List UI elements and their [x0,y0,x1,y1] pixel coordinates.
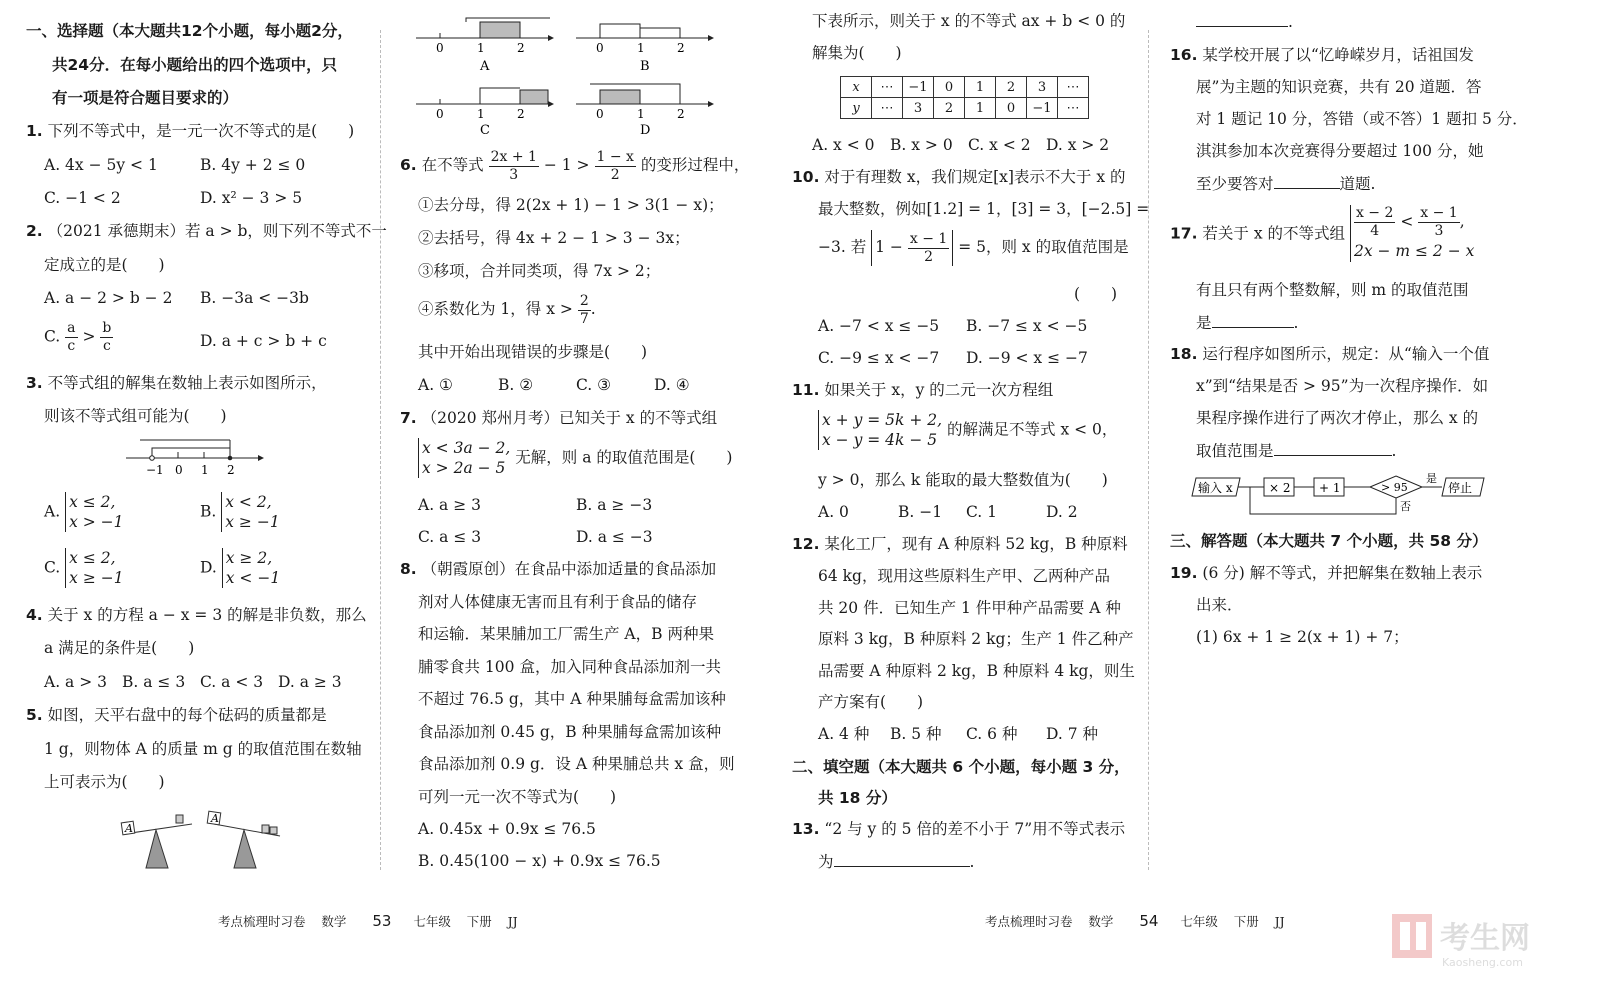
q9-cell-y-3: 2 [934,98,965,119]
q15-answer-blank[interactable] [1196,10,1288,27]
question-2: 2. （2021 承德期末）若 a > b，则下列不等式不一 [26,222,387,240]
question-8: 8. （朝霞原创）在食品中添加适量的食品添加 [400,560,717,578]
page-number-54: 54 [1139,912,1159,930]
q12-option-a[interactable]: A. 4 种 [818,725,870,743]
q4-option-a[interactable]: A. a > 3 [44,673,107,691]
section1-title: 一、选择题（本大题共12个小题，每小题2分， [26,22,353,40]
question-3: 3. 不等式组的解集在数轴上表示如图所示， [26,374,327,392]
q6-step-1: ①去分母，得 2(2x + 1) − 1 > 3(1 − x)； [418,196,724,214]
question-7: 7. （2020 郑州月考）已知关于 x 的不等式组 [400,409,718,427]
q5a-tick-1: 1 [477,41,485,55]
q2-option-c[interactable]: C. $\frac{a}{c}$ > $\frac{b}{c}$ [44,320,112,354]
q11-option-a[interactable]: A. 0 [818,503,849,521]
flow-yes-text: 是 [1426,472,1437,485]
q9-cell-y-0: y [841,98,872,119]
q8-line2: 剂对人体健康无害而且有利于食品的储存 [418,593,698,611]
q2-option-d[interactable]: D. a + c > b + c [200,332,327,350]
q16-line2: 展”为主题的知识竞赛，共有 20 道题．答 [1196,78,1482,96]
q7-system: x < 3a − 2, x > 2a − 5 无解，则 a 的取值范围是( ) [418,438,732,478]
q10-option-c[interactable]: C. −9 ≤ x < −7 [818,349,940,367]
q9-option-a[interactable]: A. x < 0 [812,136,875,154]
q19-part1: (1) 6x + 1 ≥ 2(x + 1) + 7； [1196,628,1409,646]
footer-page53: 考点梳理时习卷 数学 53 七年级 下册 JJ [218,912,518,930]
q8-line3: 和运输．某果脯加工厂需生产 A，B 两种果 [418,625,714,643]
q3-option-b[interactable]: B. x < 2, x ≥ −1 [200,493,280,531]
q7-option-c[interactable]: C. a ≤ 3 [418,528,482,546]
question-1: 1. 下列不等式中，是一元一次不等式的是( ) [26,122,355,140]
q2-option-a[interactable]: A. a − 2 > b − 2 [44,289,173,307]
q9-cell-x-7: ⋯ [1058,77,1089,98]
q18-line4: 取值范围是 . [1196,439,1396,462]
q5d-tick-0: 0 [596,107,604,121]
flow-multiply-text: × 2 [1269,481,1291,495]
question-19: 19. (6 分) 解不等式，并把解集在数轴上表示 [1170,564,1483,582]
question-17: 17. 若关于 x 的不等式组 $\frac{x - 2}{4}$ < $\frac{x - 1}{3}$ , 2x − m ≤ 2 − x [1170,205,1475,260]
q9-option-d[interactable]: D. x > 2 [1046,136,1110,154]
q5d-tick-1: 1 [637,107,645,121]
q17-line3: 是 . [1196,311,1298,334]
question-10: 10. 对于有理数 x，我们规定[x]表示不大于 x 的 [792,168,1126,186]
section2-title: 二、填空题（本大题共 6 个小题，每小题 3 分， [792,758,1130,776]
q5d-tick-2: 2 [677,107,685,121]
q4-option-d[interactable]: D. a ≥ 3 [278,673,342,691]
flow-no-text: 否 [1400,500,1411,513]
q15-answer-line: . [1196,10,1293,33]
q9-cell-x-2: −1 [903,77,934,98]
section2-title-line2: 共 18 分） [818,789,897,807]
q3-number-line [120,436,265,478]
q6-option-d[interactable]: D. ④ [654,376,690,394]
q10-line3: −3. 若 1 − $\frac{x - 1}{2}$ = 5，则 x 的取值范围是 [818,230,1129,265]
q1-option-d[interactable]: D. x² − 3 > 5 [200,189,303,207]
column-divider [380,30,381,870]
question-13: 13. “2 与 y 的 5 倍的差不小于 7”用不等式表示 [792,820,1126,838]
q10-option-d[interactable]: D. −9 < x ≤ −7 [966,349,1088,367]
section1-title-line2: 共24分．在每小题给出的四个选项中，只 [52,56,338,74]
q8-line4: 脯零食共 100 盒，加入同种食品添加剂一共 [418,658,721,676]
q9-cell-y-7: ⋯ [1058,98,1089,119]
flow-input-text: 输入 x [1198,481,1233,495]
q8-line5: 不超过 76.5 g，其中 A 种果脯每盒需加该种 [418,690,726,708]
q3-tick-1: 1 [201,463,209,477]
q13-answer-blank[interactable] [834,850,970,867]
q18-line3: 果程序操作进行了两次才停止，那么 x 的 [1196,409,1479,427]
q5-option-a-label: A [480,59,490,74]
q9-cell-y-2: 3 [903,98,934,119]
q9-option-b[interactable]: B. x > 0 [890,136,953,154]
q4-option-b[interactable]: B. a ≤ 3 [122,673,186,691]
q5-option-b-figure[interactable] [576,14,716,74]
q10-option-b[interactable]: B. −7 ≤ x < −5 [966,317,1088,335]
q5b-tick-1: 1 [637,41,645,55]
watermark-text: 考生网 [1440,921,1530,956]
q12-line3: 共 20 件．已知生产 1 件甲种产品需要 A 种 [818,599,1121,617]
q16-answer-blank[interactable] [1274,172,1340,189]
question-12: 12. 某化工厂，现有 A 种原料 52 kg，B 种原料 [792,535,1128,553]
q3-option-d[interactable]: D. x ≥ 2, x < −1 [200,549,281,587]
q2-option-b[interactable]: B. −3a < −3b [200,289,309,307]
q6-option-c[interactable]: C. ③ [576,376,612,394]
q5c-tick-2: 2 [517,107,525,121]
q6-option-b[interactable]: B. ② [498,376,534,394]
q3-tick-neg1: −1 [146,463,164,477]
q9-value-table [840,76,1089,119]
q5-option-c-label: C [480,123,490,138]
q7-option-a[interactable]: A. a ≥ 3 [418,496,481,514]
flow-add-text: + 1 [1319,481,1341,495]
q9-cell-x-0: x [841,77,872,98]
q1-option-b[interactable]: B. 4y + 2 ≤ 0 [200,156,306,174]
question-16: 16. 某学校开展了以“忆峥嵘岁月，话祖国发 [1170,46,1474,64]
q17-line2: 有且只有两个整数解，则 m 的取值范围 [1196,281,1469,299]
q3-tick-0: 0 [175,463,183,477]
footer-page54: 考点梳理时习卷 数学 54 七年级 下册 JJ [985,912,1285,930]
q1-option-a[interactable]: A. 4x − 5y < 1 [44,156,158,174]
q10-answer-paren: ( ) [1074,285,1118,303]
column-divider-right [1148,30,1149,870]
q9-cell-y-6: −1 [1027,98,1058,119]
q17-answer-blank[interactable] [1212,311,1294,328]
q8-line6: 食品添加剂 0.45 g，B 种果脯每盒需加该种 [418,723,722,741]
question-4-line2: a 满足的条件是( ) [44,639,195,657]
q8-option-a[interactable]: A. 0.45x + 0.9x ≤ 76.5 [418,820,596,838]
q18-answer-blank[interactable] [1274,439,1392,456]
q5a-tick-2: 2 [517,41,525,55]
q13-line2: 为 . [818,850,974,873]
flow-compare-text: > 95 [1381,481,1408,494]
q5-option-a-figure[interactable] [416,14,556,74]
q6-question: 其中开始出现错误的步骤是( ) [418,343,648,361]
q10-line2: 最大整数，例如[1.2] = 1，[3] = 3，[−2.5] = [818,200,1150,218]
q11-option-d[interactable]: D. 2 [1046,503,1078,521]
q3-option-a[interactable]: A. x ≤ 2, x > −1 [44,493,124,531]
q6-step-4: ④系数化为 1，得 x > $\frac{2}{7}$ . [418,292,596,327]
watermark-icon [1392,912,1592,972]
q4-option-c[interactable]: C. a < 3 [200,673,264,691]
q12-line6: 产方案有( ) [818,693,924,711]
q5-option-d-figure[interactable] [576,80,716,138]
q7-option-b[interactable]: B. a ≥ −3 [576,496,653,514]
section3-title: 三、解答题（本大题共 7 个小题，共 58 分） [1170,532,1488,550]
q12-option-b[interactable]: B. 5 种 [890,725,942,743]
question-18: 18. 运行程序如图所示，规定：从“输入一个值 [1170,345,1490,363]
q12-line5: 品需要 A 种原料 2 kg，B 种原料 4 kg，则生 [818,662,1135,680]
q12-line4: 原料 3 kg，B 种原料 2 kg；生产 1 件乙种产 [818,630,1134,648]
q9-line1: 下表所示，则关于 x 的不等式 ax + b < 0 的 [812,12,1126,30]
q5a-tick-0: 0 [436,41,444,55]
q12-option-c[interactable]: C. 6 种 [966,725,1018,743]
q9-cell-x-3: 0 [934,77,965,98]
watermark-url: Kaosheng.com [1442,956,1523,969]
q5-option-d-label: D [640,123,651,138]
q9-cell-x-1: ⋯ [872,77,903,98]
q11-option-b[interactable]: B. −1 [898,503,943,521]
q9-option-c[interactable]: C. x < 2 [968,136,1031,154]
q12-option-d[interactable]: D. 7 种 [1046,725,1099,743]
watermark-logo [1392,912,1592,972]
q19-line2: 出来． [1196,596,1243,614]
question-5-line2: 1 g，则物体 A 的质量 m g 的取值范围在数轴 [44,740,362,758]
balance-scales-figure [112,806,287,872]
q16-line4: 淇淇参加本次竞赛得分要超过 100 分，她 [1196,142,1484,160]
q9-cell-x-5: 2 [996,77,1027,98]
q3-option-c[interactable]: C. x ≤ 2, x ≥ −1 [44,549,124,587]
q9-cell-y-5: 0 [996,98,1027,119]
question-11: 11. 如果关于 x，y 的二元一次方程组 [792,381,1054,399]
q8-line7: 食品添加剂 0.9 g．设 A 种果脯总共 x 盒，则 [418,755,735,773]
q5b-tick-0: 0 [596,41,604,55]
q12-line2: 64 kg，现用这些原料生产甲、乙两种产品 [818,567,1110,585]
q8-line8: 可列一元一次不等式为( ) [418,788,617,806]
q6-step-2: ②去括号，得 4x + 2 − 1 > 3 − 3x； [418,229,690,247]
q11-line3: y > 0，那么 k 能取的最大整数值为( ) [818,471,1108,489]
q18-line2: x”到“结果是否 > 95”为一次程序操作．如 [1196,377,1489,395]
q3-tick-2: 2 [227,463,235,477]
q9-cell-x-6: 3 [1027,77,1058,98]
q5b-tick-2: 2 [677,41,685,55]
q5c-tick-1: 1 [477,107,485,121]
question-4: 4. 关于 x 的方程 a − x = 3 的解是非负数，那么 [26,606,367,624]
scale1-object-label: A [125,822,133,835]
q9-line2: 解集为( ) [812,44,902,62]
q1-option-c[interactable]: C. −1 < 2 [44,189,121,207]
q6-step-3: ③移项，合并同类项，得 7x > 2； [418,262,661,280]
q7-option-d[interactable]: D. a ≤ −3 [576,528,653,546]
q11-system: x + y = 5k + 2, x − y = 4k − 5 的解满足不等式 x < 0， [818,410,1117,450]
q5-option-c-figure[interactable] [416,80,556,138]
question-6: 6. 在不等式 $\frac{2x + 1}{3}$ − 1 > $\frac{1 - x}{2}$ 的变形过程中， [400,148,750,183]
question-5: 5. 如图，天平右盘中的每个砝码的质量都是 [26,706,327,724]
q16-line5: 至少要答对 道题. [1196,172,1375,195]
q9-cell-y-4: 1 [965,98,996,119]
q9-cell-x-4: 1 [965,77,996,98]
question-2-line2: 定成立的是( ) [44,256,165,274]
q10-option-a[interactable]: A. −7 < x ≤ −5 [818,317,940,335]
q9-cell-y-1: ⋯ [872,98,903,119]
q11-option-c[interactable]: C. 1 [966,503,998,521]
q16-line3: 对 1 题记 10 分，答错（或不答）1 题扣 5 分． [1196,110,1528,128]
question-5-line3: 上可表示为( ) [44,773,165,791]
q18-flowchart [1190,470,1490,520]
page-number-53: 53 [372,912,392,930]
q6-option-a[interactable]: A. ① [418,376,453,394]
q5c-tick-0: 0 [436,107,444,121]
section1-title-line3: 有一项是符合题目要求的） [52,89,239,107]
q5-option-b-label: B [640,59,650,74]
scale2-object-label: A [211,812,219,825]
question-3-line2: 则该不等式组可能为( ) [44,407,227,425]
q8-option-b[interactable]: B. 0.45(100 − x) + 0.9x ≤ 76.5 [418,852,661,870]
flow-stop-text: 停止 [1448,481,1473,495]
